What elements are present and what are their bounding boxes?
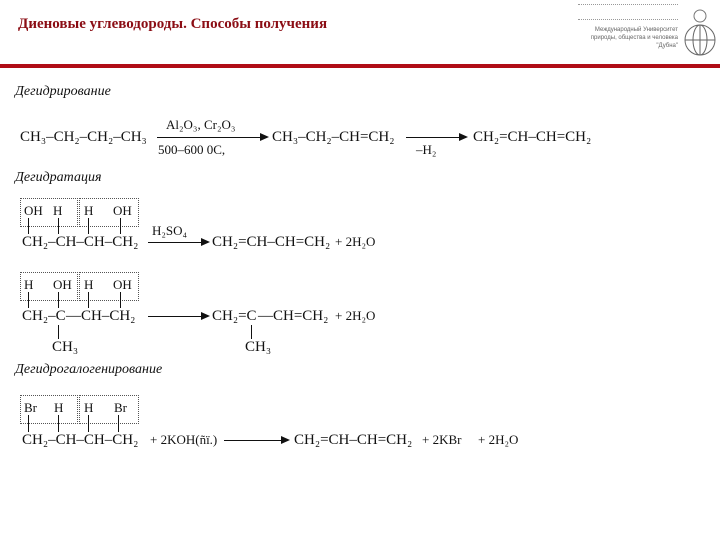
bond-line (58, 218, 59, 234)
reaction-arrow (157, 137, 267, 138)
bond-line (88, 415, 89, 432)
group-label: OH (113, 203, 132, 218)
bond-line (58, 292, 59, 308)
reagent-label: + 2KOH(ñï.) (150, 432, 218, 447)
conditions-label: 500–600 0C, (158, 142, 226, 157)
group-label: H (84, 203, 94, 218)
group-label: OH (24, 203, 43, 218)
group-label: H (54, 400, 64, 415)
bond-line (28, 415, 29, 432)
butadiene-formula: CH₂=CH–CH=CH₂ (212, 234, 331, 250)
diol-formula-right: —CH–CH₂ (66, 308, 136, 324)
butadiene-formula: CH₂=CH–CH=CH₂ (473, 129, 592, 145)
butadiene-formula: CH₂=CH–CH=CH₂ (294, 432, 413, 448)
bond-line (251, 325, 252, 339)
reaction-arrow (148, 316, 208, 317)
reaction-arrow (406, 137, 466, 138)
slide-title: Диеновые углеводороды. Способы получения (18, 16, 328, 32)
water-byproduct: + 2H₂O (478, 432, 519, 447)
bond-line (118, 415, 119, 432)
reaction-arrow (224, 440, 288, 441)
logo-header-lines (578, 4, 678, 20)
dibromobutane-formula: CH₂–CH–CH–CH₂ (22, 432, 139, 448)
bond-line (88, 218, 89, 234)
bond-line (58, 325, 59, 339)
reaction-arrow (148, 242, 208, 243)
bond-line (120, 292, 121, 308)
bond-line (28, 292, 29, 308)
reagent-label: H₂SO₄ (152, 223, 188, 238)
isoprene-formula-right: —CH=CH₂ (258, 308, 329, 324)
university-logo (578, 2, 718, 60)
group-label: H (84, 400, 94, 415)
byproduct-label: –H₂ (416, 142, 437, 157)
butane-formula: CH₃–CH₂–CH₂–CH₃ (20, 129, 147, 145)
logo-line: "Дубна" (656, 43, 678, 49)
butene-formula: CH₃–CH₂–CH=CH₂ (272, 129, 395, 145)
logo-line: природы, общества и человека (590, 35, 678, 41)
title-divider (0, 64, 720, 68)
bond-line (28, 218, 29, 234)
water-byproduct: + 2H₂O (335, 308, 376, 323)
section-label-dehydrogenation: Дегидрирование (15, 84, 111, 99)
isoprene-formula-left: CH₂=C (212, 308, 257, 324)
group-label: OH (53, 277, 72, 292)
methyl-branch: CH₃ (245, 339, 272, 355)
kbr-byproduct: + 2KBr (422, 432, 462, 447)
bond-line (58, 415, 59, 432)
group-label: H (53, 203, 63, 218)
bond-line (88, 292, 89, 308)
logo-text (578, 26, 678, 50)
group-label: OH (113, 277, 132, 292)
methyl-branch: CH₃ (52, 339, 79, 355)
diol-formula-left: CH₂–C (22, 308, 66, 324)
diol-formula: CH₂–CH–CH–CH₂ (22, 234, 139, 250)
group-label: H (84, 277, 94, 292)
group-label: Br (24, 400, 37, 415)
group-label: Br (114, 400, 127, 415)
logo-line: Международный Университет (594, 27, 678, 33)
catalyst-label: Al₂O₃, Cr₂O₃ (166, 117, 236, 132)
bond-line (120, 218, 121, 234)
globe-icon (682, 8, 718, 58)
section-label-dehydrohalogenation: Дегидрогалогенирование (15, 362, 163, 377)
group-label: H (24, 277, 34, 292)
section-label-dehydration: Дегидратация (15, 170, 102, 185)
water-byproduct: + 2H₂O (335, 234, 376, 249)
